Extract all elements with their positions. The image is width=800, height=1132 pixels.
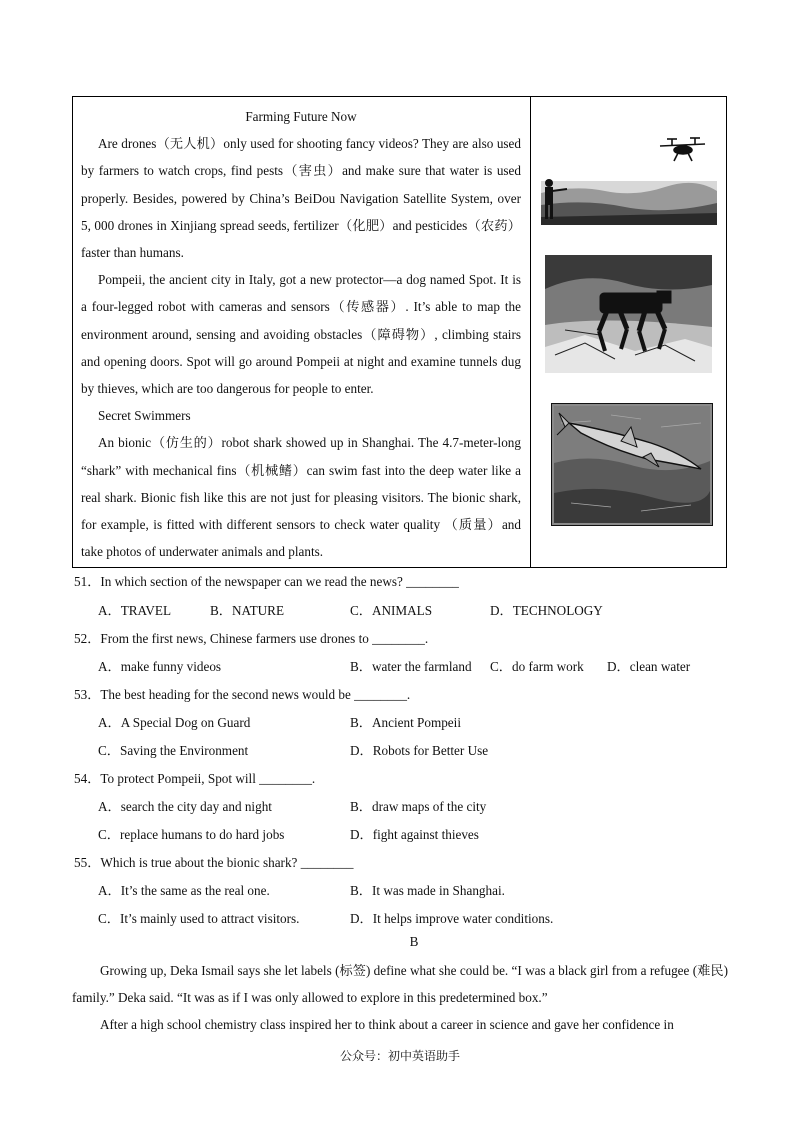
question-52-option-b[interactable]: B．water the farmland [350,659,472,674]
article-paragraph-drones: Are drones（无人机）only used for shooting fancy videos? They are also used by farmers to watch crops, find pests（害虫）and make sure that water is used properly. Besides, powered by China’s BeiDou Navigation Satellite System, over 5, 000 drones in Xinjiang spread seeds, fertilizer（化肥）and pesticides（农药）faster than humans. [81,136,521,261]
question-55-stem: 55．Which is true about the bionic shark? ________ [74,855,354,870]
question-54-option-c[interactable]: C．replace humans to do hard jobs [98,827,285,842]
question-53-option-b[interactable]: B．Ancient Pompeii [350,715,461,730]
question-53-stem: 53．The best heading for the second news would be ________. [74,687,411,702]
drone-icon [660,138,705,161]
passage-b-paragraph-2: After a high school chemistry class inspired her to think about a career in science and gave her confidence in [100,1017,674,1032]
question-52-option-d[interactable]: D．clean water [607,659,691,674]
question-51-stem: 51．In which section of the newspaper can we read the news? ________ [74,574,459,589]
robot-shark-photo [551,403,713,526]
question-55-option-b[interactable]: B．It was made in Shanghai. [350,883,505,898]
article-paragraph-shark: An bionic（仿生的）robot shark showed up in Shanghai. The 4.7-meter-long “shark” with mechanical fins（机械鳍）can swim fast into the deep water like a real shark. Bionic fish like this are not just for pleasing visitors. The bionic shark, for example, is fitted with different sensors to check water quality （质量）and take photos of underwater animals and plants. [81,435,521,560]
article-heading-secret-swimmers: Secret Swimmers [98,408,191,424]
question-52-option-c[interactable]: C．do farm work [490,659,584,674]
question-54-stem: 54．To protect Pompeii, Spot will ________. [74,771,316,786]
question-54-option-d[interactable]: D．fight against thieves [350,827,479,842]
question-53-option-c[interactable]: C．Saving the Environment [98,743,249,758]
article-box [72,96,727,568]
robot-dog-photo [545,255,712,373]
question-51-option-d[interactable]: D．TECHNOLOGY [490,603,603,618]
footer-watermark: 公众号：初中英语助手 [339,1049,460,1063]
section-b-label: B [409,934,419,949]
question-52-stem: 52．From the first news, Chinese farmers use drones to ________. [74,631,429,646]
article-title: Farming Future Now [245,109,357,124]
question-55-option-a[interactable]: A．It’s the same as the real one. [98,883,270,898]
drone-farm-photo [535,133,720,233]
question-55-option-c[interactable]: C．It’s mainly used to attract visitors. [98,911,300,926]
passage-b-paragraph-1: Growing up, Deka Ismail says she let labels (标签) define what she could be. “I was a black girl from a refugee (难民) family.” Deka said. “It was as if I was only allowed to explore in this predetermined box.” [72,963,728,1005]
question-51-option-c[interactable]: C．ANIMALS [350,603,433,618]
question-55-option-d[interactable]: D．It helps improve water conditions. [350,911,554,926]
column-divider [530,97,531,567]
article-paragraph-spot: Pompeii, the ancient city in Italy, got a new protector—a dog named Spot. It is a four-legged robot with cameras and sensors（传感器）. It’s able to map the environment around, sensing and avoiding obstacles（障碍物）, climbing stairs and opening doors. Spot will go around Pompeii at night and examine tunnels dug by thieves, which are too dangerous for people to enter. [81,272,521,397]
question-53-option-a[interactable]: A．A Special Dog on Guard [98,715,251,730]
question-53-option-d[interactable]: D．Robots for Better Use [350,743,489,758]
article-text [81,103,521,565]
question-52-option-a[interactable]: A．make funny videos [98,659,222,674]
question-51-option-a[interactable]: A．TRAVEL [98,603,172,618]
question-54-option-a[interactable]: A．search the city day and night [98,799,272,814]
question-51-option-b[interactable]: B．NATURE [210,603,284,618]
question-54-option-b[interactable]: B．draw maps of the city [350,799,487,814]
